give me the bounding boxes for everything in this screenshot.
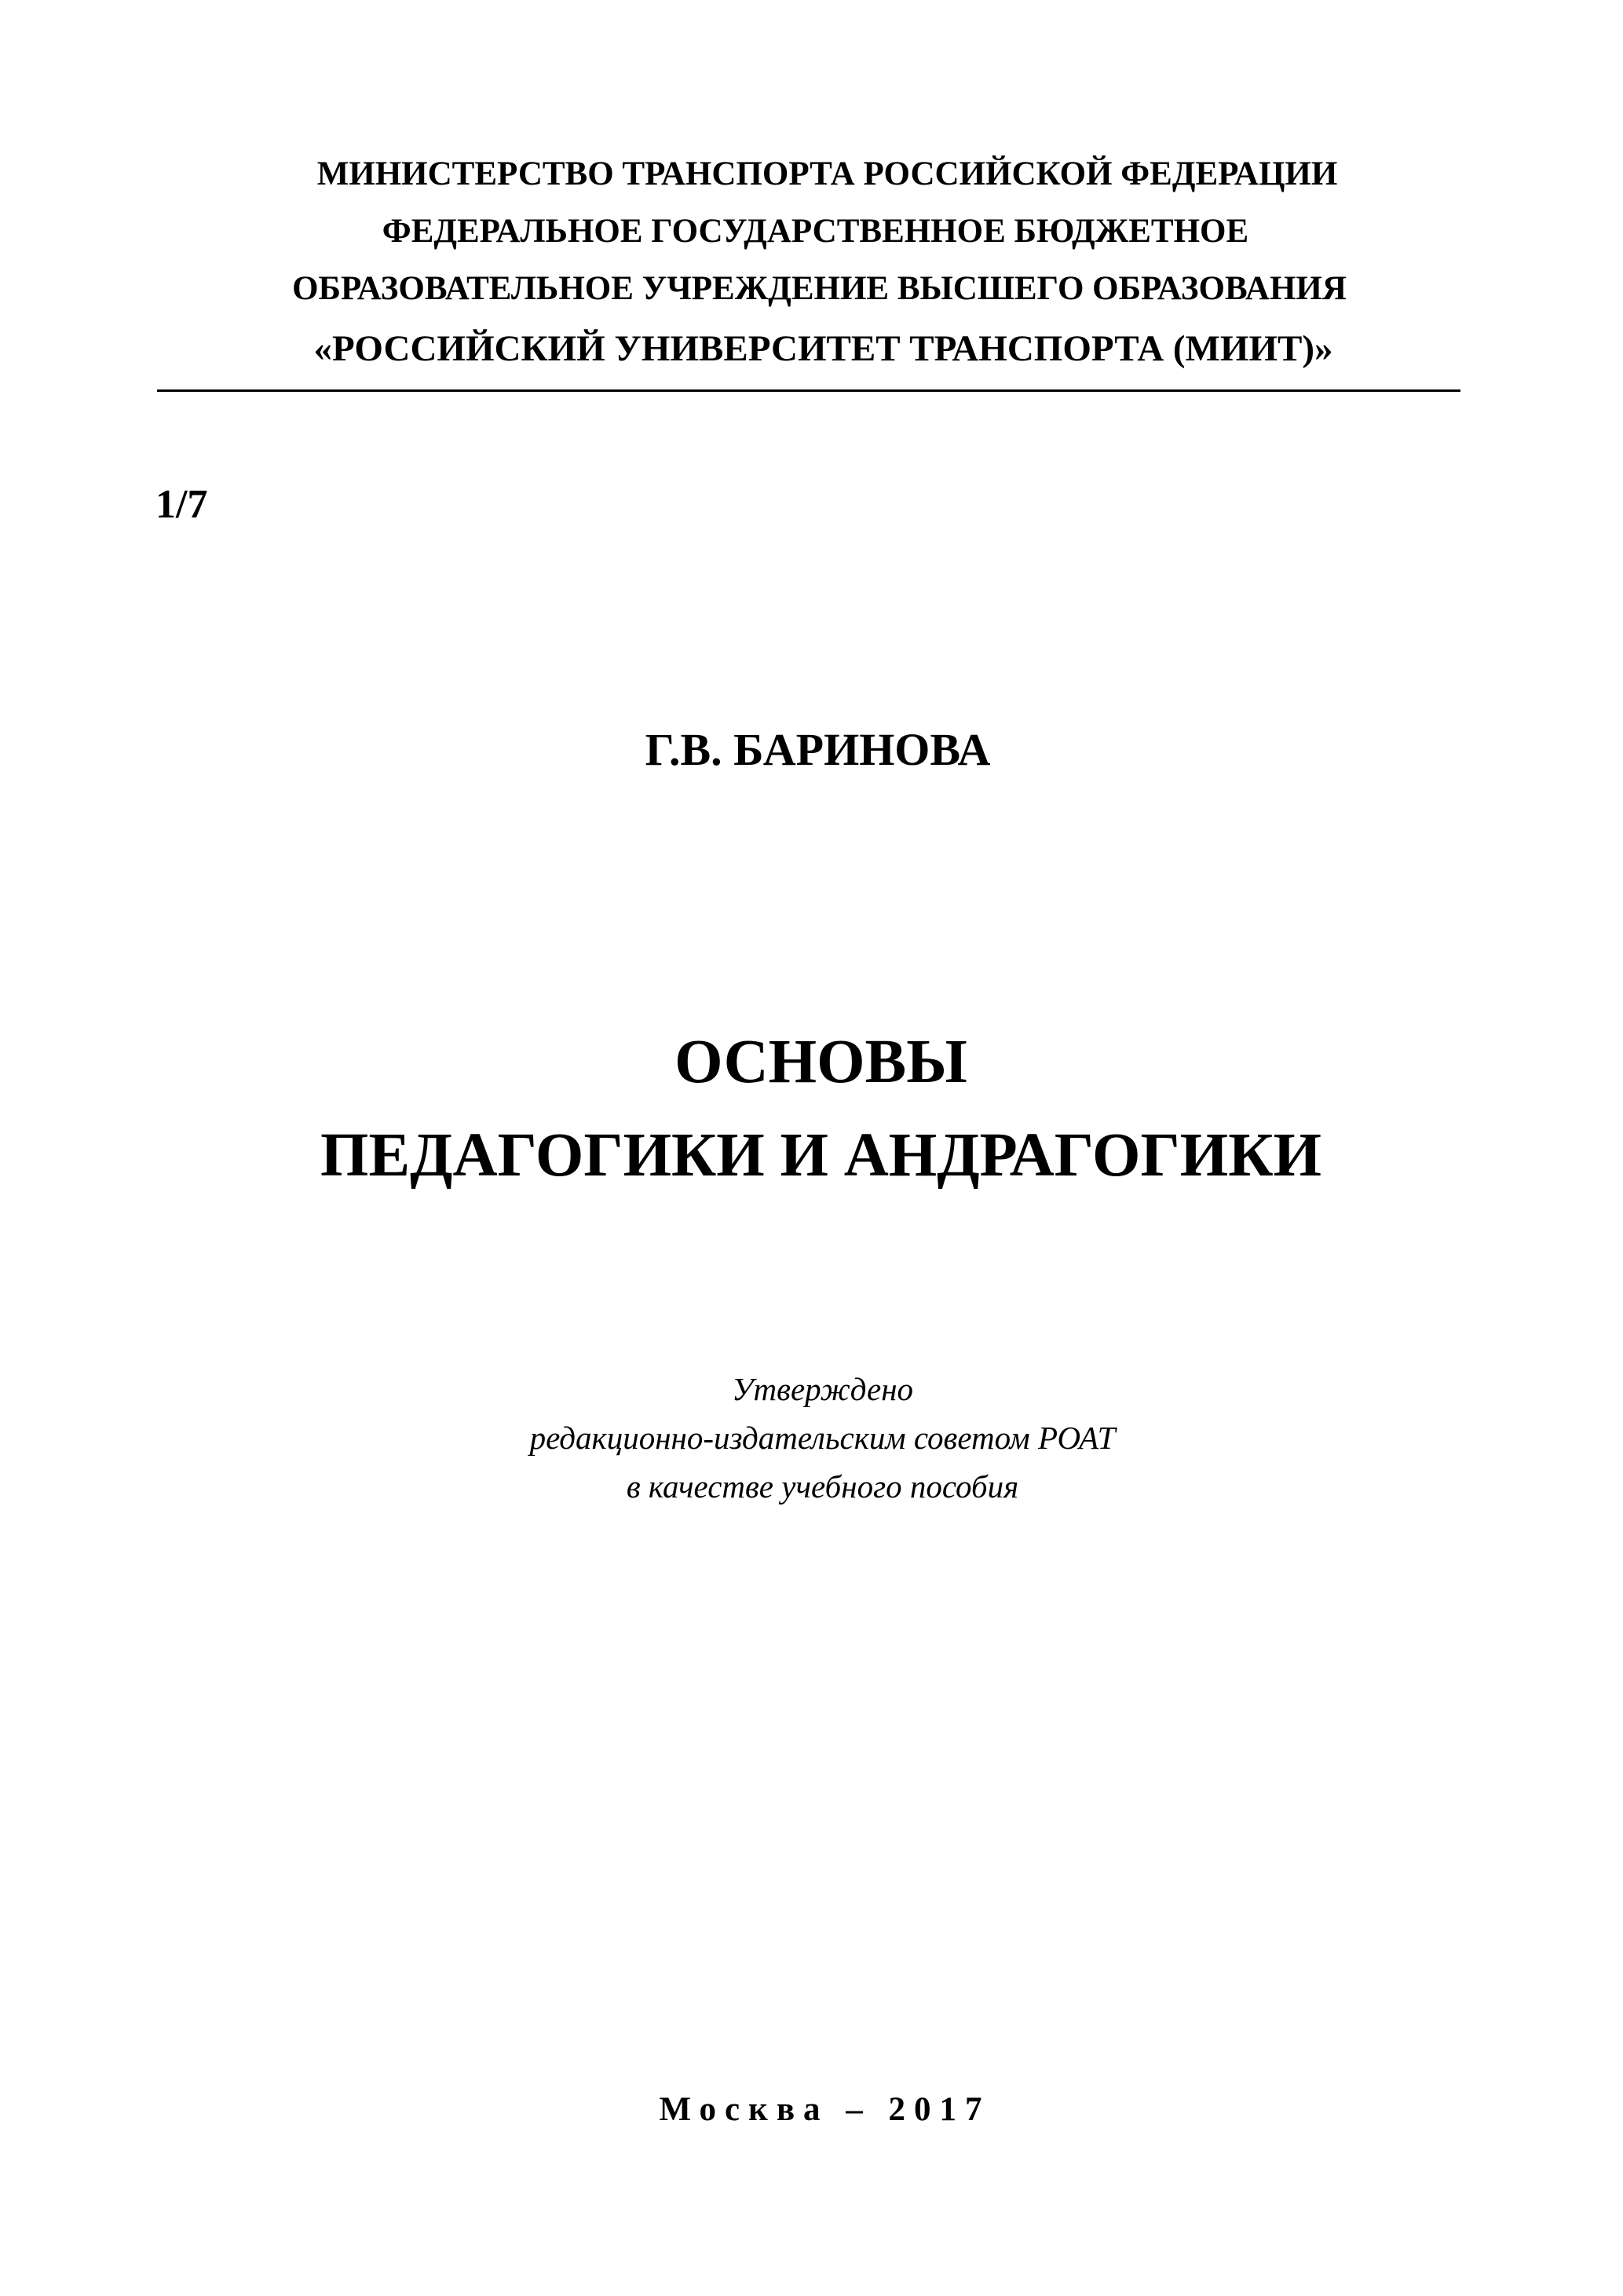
approval-line-2: редакционно-издательским советом РОАТ [529,1420,1116,1456]
header-divider [157,389,1460,392]
approval-note [0,1365,1623,1511]
book-title [0,1015,1623,1202]
book-title-line-1: ОСНОВЫ [674,1028,967,1096]
institution-name-line-1: ФЕДЕРАЛЬНОЕ ГОСУДАРСТВЕННОЕ БЮДЖЕТНОЕ [382,213,1249,250]
institution-header [0,145,1623,380]
approval-line-3: в качестве учебного пособия [626,1468,1019,1504]
approval-line-1: Утверждено [731,1371,914,1407]
institution-name-line-2: ОБРАЗОВАТЕЛЬНОЕ УЧРЕЖДЕНИЕ ВЫСШЕГО ОБРАЗОВАНИЯ [292,270,1347,307]
ministry-name: МИНИСТЕРСТВО ТРАНСПОРТА РОССИЙСКОЙ ФЕДЕРАЦИИ [316,155,1338,192]
book-title-line-2: ПЕДАГОГИКИ И АНДРАГОГИКИ [320,1121,1321,1190]
author-name: Г.В. БАРИНОВА [645,724,991,775]
university-name: «РОССИЙСКИЙ УНИВЕРСИТЕТ ТРАНСПОРТА (МИИТ)» [313,328,1333,369]
city-year-imprint: Москва – 2017 [659,2091,991,2128]
catalog-code: 1/7 [155,482,208,527]
